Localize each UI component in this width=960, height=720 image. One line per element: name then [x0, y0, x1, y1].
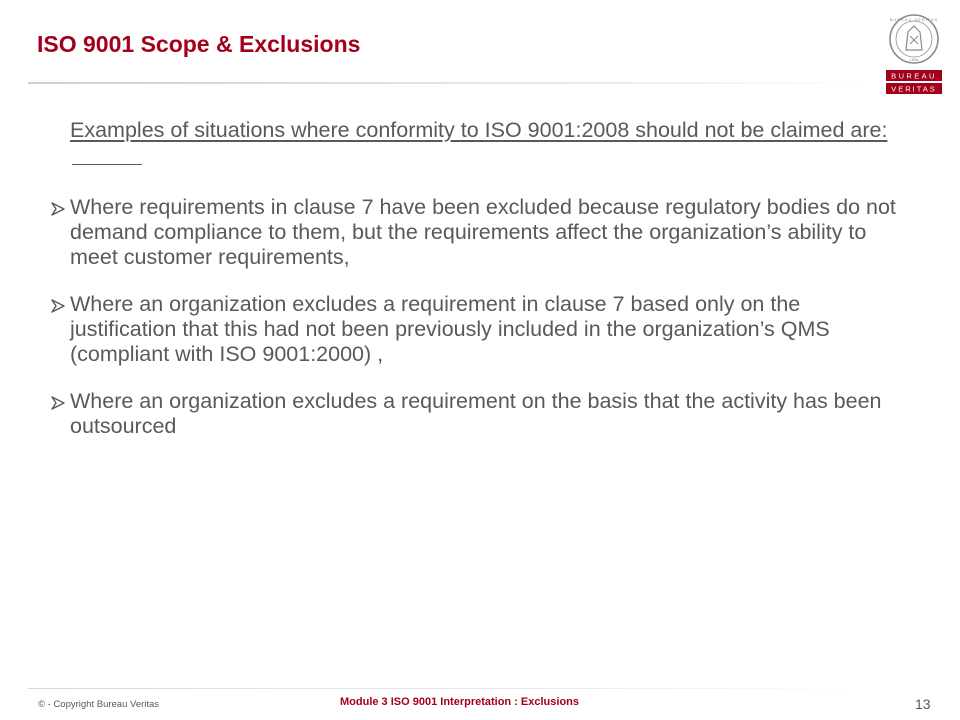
slide-title: ISO 9001 Scope & Exclusions	[37, 31, 361, 57]
arrowhead-bullet-icon	[50, 395, 66, 411]
footer-divider	[28, 688, 868, 689]
logo-text-veritas: VERITAS	[891, 84, 937, 94]
arrowhead-bullet-icon	[50, 298, 66, 314]
arrowhead-bullet-icon	[50, 201, 66, 217]
bullet-list	[50, 195, 910, 461]
bullet-text: Where an organization excludes a requirement on the basis that the activity has been outsourced	[70, 389, 882, 438]
page-number: 13	[915, 696, 931, 712]
logo-seal-text: BUREAU VERITAS	[889, 17, 939, 22]
bullet-text: Where an organization excludes a requirement in clause 7 based only on the justification that this had not been previously included in the organization’s QMS (compliant with ISO 9001:2000) ,	[70, 292, 830, 366]
list-item	[50, 389, 910, 439]
logo-text-bureau: BUREAU	[891, 71, 937, 81]
logo-seal-year: 1828	[909, 57, 919, 62]
list-item	[50, 195, 910, 270]
intro-underline-tail	[72, 144, 142, 165]
module-label: Module 3 ISO 9001 Interpretation : Exclusions	[340, 696, 580, 708]
bullet-text: Where requirements in clause 7 have been excluded because regulatory bodies do not demand compliance to them, but the requirements affect the organization’s ability to meet customer requirements,	[70, 195, 896, 269]
title-divider	[28, 82, 874, 84]
list-item	[50, 292, 910, 367]
intro-text: Examples of situations where conformity to ISO 9001:2008 should not be claimed are:	[70, 117, 900, 172]
copyright-notice: © - Copyright Bureau Veritas	[38, 699, 160, 710]
bureau-veritas-logo	[884, 10, 944, 100]
